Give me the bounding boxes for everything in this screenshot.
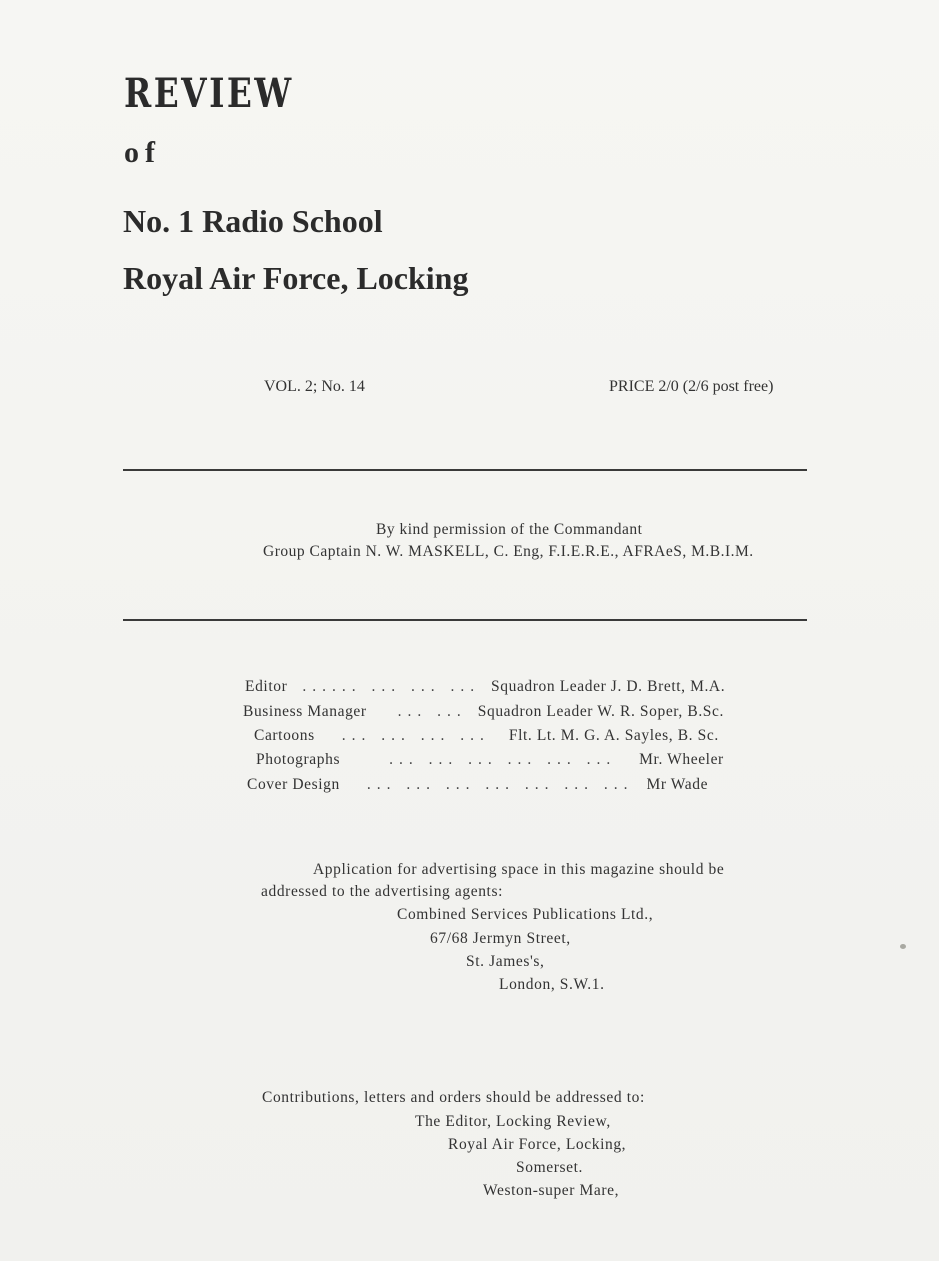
staff-row-cover-design (247, 776, 708, 794)
agent-address-line: Combined Services Publications Ltd., (397, 906, 654, 923)
masthead-title: REVIEW (124, 70, 294, 117)
commandant-name: Group Captain N. W. MASKELL, C. Eng, F.I.E.R.E., AFRAeS, M.B.I.M. (263, 543, 754, 560)
staff-name: Mr Wade (646, 776, 709, 793)
staff-row-photographs (256, 751, 724, 769)
staff-row-cartoons (254, 727, 719, 745)
leader-dots: ... ... ... ... ... ... ... (366, 776, 634, 793)
paper-speck (900, 944, 906, 949)
advertising-notice-cont: addressed to the advertising agents: (261, 883, 503, 900)
staff-role: Cartoons (254, 727, 315, 744)
masthead-station: Royal Air Force, Locking (123, 260, 469, 296)
staff-name: Squadron Leader W. R. Soper, B.Sc. (477, 703, 724, 720)
editor-address-line: Royal Air Force, Locking, (448, 1136, 627, 1153)
divider-rule (123, 469, 807, 471)
masthead-of: of (124, 136, 161, 169)
contributions-notice: Contributions, letters and orders should be addressed to: (262, 1089, 645, 1106)
staff-name: Mr. Wheeler (639, 751, 724, 768)
staff-row-editor (245, 678, 725, 696)
masthead-school: No. 1 Radio School (123, 203, 383, 239)
editor-address-line: The Editor, Locking Review, (415, 1113, 611, 1130)
leader-dots: ... ... ... ... ... ... (389, 751, 617, 768)
advertising-notice: Application for advertising space in this magazine should be (313, 861, 725, 878)
divider-rule (123, 619, 807, 621)
staff-role: Cover Design (247, 776, 340, 793)
agent-address-line: London, S.W.1. (499, 976, 605, 993)
leader-dots: ...... ... ... ... (302, 678, 481, 695)
staff-role: Business Manager (243, 703, 367, 720)
editor-address-line: Weston-super Mare, (483, 1182, 620, 1199)
agent-address-line: St. James's, (466, 953, 545, 970)
staff-row-business-manager (243, 703, 724, 721)
permission-line: By kind permission of the Commandant (376, 521, 643, 538)
volume-number: VOL. 2; No. 14 (264, 378, 365, 395)
issue-price: PRICE 2/0 (2/6 post free) (609, 378, 774, 395)
leader-dots: ... ... (397, 703, 467, 720)
staff-role: Photographs (256, 751, 341, 768)
staff-role: Editor (245, 678, 288, 695)
agent-address-line: 67/68 Jermyn Street, (430, 930, 571, 947)
editor-address-line: Somerset. (516, 1159, 583, 1176)
staff-name: Flt. Lt. M. G. A. Sayles, B. Sc. (508, 727, 719, 744)
leader-dots: ... ... ... ... (341, 727, 490, 744)
staff-name: Squadron Leader J. D. Brett, M.A. (491, 678, 726, 695)
